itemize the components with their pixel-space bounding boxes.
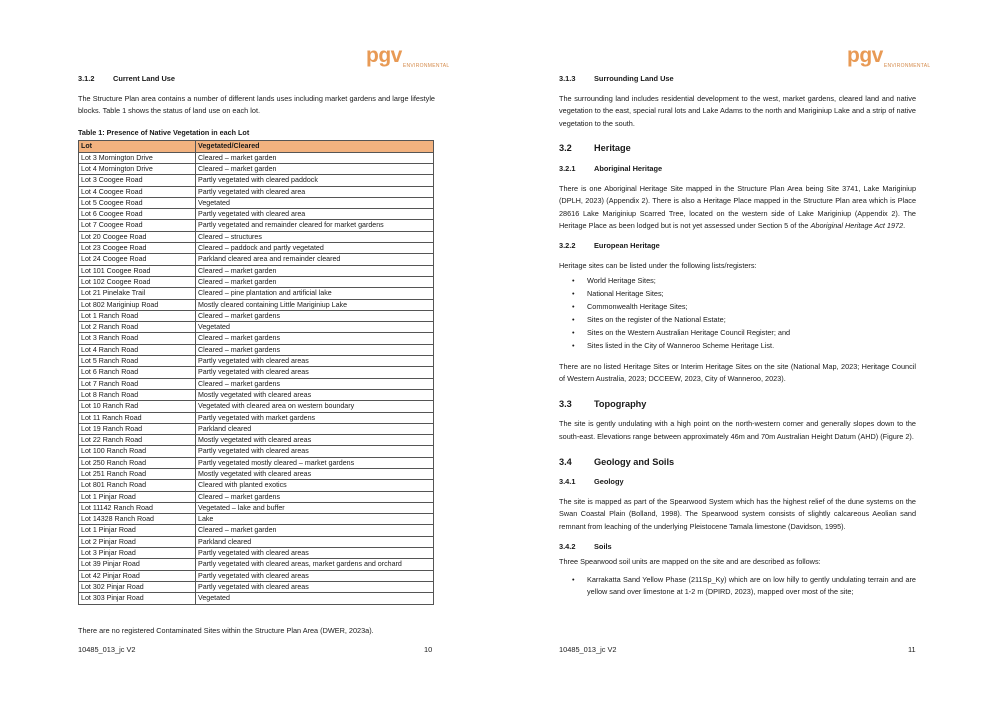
table-row <box>79 389 434 400</box>
lot-cell: Lot 7 Coogee Road <box>79 220 196 231</box>
table-row <box>79 570 434 581</box>
table-row <box>79 435 434 446</box>
lot-cell: Lot 11142 Ranch Road <box>79 502 196 513</box>
page-number: 10 <box>424 645 433 654</box>
aboriginal-heritage-text: There is one Aboriginal Heritage Site mapped in the Structure Plan Area being Site 3741, Lake Mariginiup (DPLH, 2023) (Appendix 2). There is also a Heritage Place mapped in the Structure Plan area which is Place 28616 Lake Mariginiup Scarred Tree, located on the western side of Lake Mariginiup (Appendix 2). The Heritage Place as been lodged but is not yet assessed under Section 5 of the Aboriginal Heritage Act 1972. <box>559 183 916 231</box>
footer-doc-code: 10485_013_jc V2 <box>78 645 136 654</box>
page-10 <box>0 0 496 702</box>
vegetation-status-cell: Cleared – market gardens <box>196 310 434 321</box>
section-heading-3-2-2: 3.2.2 European Heritage <box>559 240 660 250</box>
list-item: • National Heritage Sites; <box>559 288 916 301</box>
vegetation-status-cell: Mostly vegetated with cleared areas <box>196 435 434 446</box>
vegetation-status-cell: Cleared – market garden <box>196 265 434 276</box>
vegetation-status-cell: Partly vegetated with cleared areas <box>196 356 434 367</box>
vegetation-status-cell: Partly vegetated with cleared areas, market gardens and orchard <box>196 559 434 570</box>
table-row <box>79 186 434 197</box>
table-caption: Table 1: Presence of Native Vegetation in each Lot <box>78 127 250 137</box>
table-row <box>79 209 434 220</box>
table-row <box>79 356 434 367</box>
list-item: • World Heritage Sites; <box>559 275 916 288</box>
lot-cell: Lot 4 Mornington Drive <box>79 163 196 174</box>
lot-cell: Lot 24 Coogee Road <box>79 254 196 265</box>
lot-cell: Lot 101 Coogee Road <box>79 265 196 276</box>
table-row <box>79 197 434 208</box>
vegetation-status-cell: Cleared – market garden <box>196 152 434 163</box>
vegetation-status-cell: Cleared – paddock and partly vegetated <box>196 243 434 254</box>
list-item: • Commonwealth Heritage Sites; <box>559 301 916 314</box>
lot-cell: Lot 3 Ranch Road <box>79 333 196 344</box>
land-use-intro: The Structure Plan area contains a number of different lands uses including market gardens and large lifestyle blocks. Table 1 shows the status of land use on each lot. <box>78 93 435 116</box>
table-row <box>79 480 434 491</box>
lot-cell: Lot 1 Ranch Road <box>79 310 196 321</box>
vegetation-status-cell: Partly vegetated with market gardens <box>196 412 434 423</box>
lot-cell: Lot 802 Mariginiup Road <box>79 299 196 310</box>
lot-cell: Lot 20 Coogee Road <box>79 231 196 242</box>
vegetation-status-cell: Cleared – market gardens <box>196 491 434 502</box>
table-row <box>79 446 434 457</box>
lot-cell: Lot 100 Ranch Road <box>79 446 196 457</box>
european-heritage-intro: Heritage sites can be listed under the following lists/registers: <box>559 260 757 270</box>
table-row <box>79 152 434 163</box>
section-heading-3-1-2: 3.1.2 Current Land Use <box>78 74 176 83</box>
vegetation-status-cell: Mostly cleared containing Little Mariginiup Lake <box>196 299 434 310</box>
table-row <box>79 231 434 242</box>
table-row <box>79 344 434 355</box>
lot-cell: Lot 10 Ranch Rad <box>79 401 196 412</box>
soil-units-list <box>559 574 916 599</box>
table-row <box>79 559 434 570</box>
lot-cell: Lot 22 Ranch Road <box>79 435 196 446</box>
section-heading-3-4: 3.4 Geology and Soils <box>559 456 675 467</box>
lot-cell: Lot 1 Pinjar Road <box>79 491 196 502</box>
section-heading-3-1-3: 3.1.3 Surrounding Land Use <box>559 74 674 83</box>
heritage-registers-list <box>559 275 916 353</box>
lot-cell: Lot 42 Pinjar Road <box>79 570 196 581</box>
contaminated-sites-note: There are no registered Contaminated Sites within the Structure Plan Area (DWER, 2023a). <box>78 625 374 635</box>
topography-text: The site is gently undulating with a high point on the north-western corner and generally slopes down to the south-east. Elevations range between approximately 46m and 70m Australian Height Datum (AHD) (Figure 2). <box>559 419 916 442</box>
vegetation-status-cell: Mostly vegetated with cleared areas <box>196 389 434 400</box>
lot-cell: Lot 4 Coogee Road <box>79 186 196 197</box>
vegetation-status-cell: Cleared – market gardens <box>196 344 434 355</box>
soils-intro: Three Spearwood soil units are mapped on the site and are described as follows: <box>559 557 821 567</box>
table-row <box>79 175 434 186</box>
lot-cell: Lot 6 Ranch Road <box>79 367 196 378</box>
table-row <box>79 423 434 434</box>
heritage-conclusion: There are no listed Heritage Sites or Interim Heritage Sites on the site (National Map, 2023; Heritage Council of Western Australia, 2023; DCCEEW, 2023, City of Wanneroo, 2023). <box>559 361 916 384</box>
lot-cell: Lot 21 Pinelake Trail <box>79 288 196 299</box>
surrounding-land-text: The surrounding land includes residential development to the west, market gardens, cleared land and native vegetation to the east, special rural lots and Lake Adams to the north and Mariginiup Lake and a strip of native vegetation to the south. <box>559 93 916 128</box>
vegetation-status-cell: Partly vegetated with cleared areas <box>196 446 434 457</box>
lot-cell: Lot 19 Ranch Road <box>79 423 196 434</box>
table-row <box>79 288 434 299</box>
vegetation-status-cell: Partly vegetated with cleared area <box>196 186 434 197</box>
table-row <box>79 581 434 592</box>
table-row <box>79 401 434 412</box>
vegetation-status-cell: Cleared – market gardens <box>196 378 434 389</box>
table-row <box>79 310 434 321</box>
table-row <box>79 333 434 344</box>
table-row <box>79 378 434 389</box>
table-row <box>79 254 434 265</box>
vegetation-status-cell: Mostly vegetated with cleared areas <box>196 468 434 479</box>
table-row <box>79 276 434 287</box>
vegetation-status-cell: Cleared – pine plantation and artificial lake <box>196 288 434 299</box>
lot-cell: Lot 801 Ranch Road <box>79 480 196 491</box>
lot-cell: Lot 102 Coogee Road <box>79 276 196 287</box>
lot-cell: Lot 2 Pinjar Road <box>79 536 196 547</box>
header-lot: Lot <box>79 141 196 152</box>
list-item: • Karrakatta Sand Yellow Phase (211Sp_Ky) which are on low hilly to gently undulating terrain and are yellow sand over limestone at 1-2 m (DPIRD, 2023), mapped over most of the site; <box>559 574 916 599</box>
vegetation-status-cell: Vegetated – lake and buffer <box>196 502 434 513</box>
lot-cell: Lot 5 Coogee Road <box>79 197 196 208</box>
table-row <box>79 593 434 604</box>
vegetation-status-cell: Partly vegetated with cleared areas <box>196 570 434 581</box>
table-row <box>79 265 434 276</box>
vegetation-status-cell: Partly vegetated with cleared areas <box>196 367 434 378</box>
lot-cell: Lot 2 Ranch Road <box>79 322 196 333</box>
vegetation-status-cell: Vegetated <box>196 593 434 604</box>
table-row <box>79 525 434 536</box>
vegetation-status-cell: Vegetated with cleared area on western boundary <box>196 401 434 412</box>
vegetation-status-cell: Cleared – market garden <box>196 163 434 174</box>
table-row <box>79 322 434 333</box>
table-row <box>79 457 434 468</box>
section-heading-3-2: 3.2 Heritage <box>559 143 631 154</box>
lot-cell: Lot 14328 Ranch Road <box>79 514 196 525</box>
lot-cell: Lot 7 Ranch Road <box>79 378 196 389</box>
vegetation-status-cell: Cleared with planted exotics <box>196 480 434 491</box>
table-row <box>79 514 434 525</box>
table-row <box>79 536 434 547</box>
table-row <box>79 163 434 174</box>
vegetation-status-cell: Cleared – market gardens <box>196 333 434 344</box>
page-number: 11 <box>908 645 916 654</box>
vegetation-status-cell: Partly vegetated with cleared areas <box>196 581 434 592</box>
vegetation-table <box>78 140 434 604</box>
lot-cell: Lot 3 Coogee Road <box>79 175 196 186</box>
table-row <box>79 468 434 479</box>
header-vegetated: Vegetated/Cleared <box>196 141 434 152</box>
vegetation-status-cell: Vegetated <box>196 322 434 333</box>
lot-cell: Lot 39 Pinjar Road <box>79 559 196 570</box>
table-row <box>79 412 434 423</box>
vegetation-status-cell: Cleared – structures <box>196 231 434 242</box>
lot-cell: Lot 303 Pinjar Road <box>79 593 196 604</box>
table-row <box>79 299 434 310</box>
table-row <box>79 502 434 513</box>
table-row <box>79 243 434 254</box>
lot-cell: Lot 6 Coogee Road <box>79 209 196 220</box>
table-row <box>79 220 434 231</box>
vegetation-status-cell: Parkland cleared <box>196 423 434 434</box>
footer-doc-code: 10485_013_jc V2 <box>559 645 617 654</box>
table-row <box>79 367 434 378</box>
vegetation-status-cell: Partly vegetated with cleared areas <box>196 548 434 559</box>
list-item: • Sites on the register of the National Estate; <box>559 314 916 327</box>
vegetation-status-cell: Partly vegetated mostly cleared – market gardens <box>196 457 434 468</box>
vegetation-status-cell: Parkland cleared area and remainder cleared <box>196 254 434 265</box>
table-row <box>79 548 434 559</box>
section-heading-3-4-1: 3.4.1 Geology <box>559 477 624 487</box>
vegetation-status-cell: Partly vegetated and remainder cleared for market gardens <box>196 220 434 231</box>
lot-cell: Lot 3 Mornington Drive <box>79 152 196 163</box>
list-item: • Sites on the Western Australian Heritage Council Register; and <box>559 327 916 340</box>
lot-cell: Lot 11 Ranch Road <box>79 412 196 423</box>
vegetation-status-cell: Vegetated <box>196 197 434 208</box>
vegetation-status-cell: Parkland cleared <box>196 536 434 547</box>
lot-cell: Lot 1 Pinjar Road <box>79 525 196 536</box>
table-header-row <box>79 141 434 152</box>
geology-text: The site is mapped as part of the Spearwood System which has the highest relief of the dune systems on the Swan Coastal Plain (Bolland, 1998). The Spearwood system consists of slightly calcareous Aeolian sand remnant from leaching of the underlying Pleistocene Tamala limestone (Davidson, 1995). <box>559 496 916 531</box>
vegetation-status-cell: Partly vegetated with cleared area <box>196 209 434 220</box>
section-heading-3-4-2: 3.4.2 Soils <box>559 541 612 551</box>
lot-cell: Lot 302 Pinjar Road <box>79 581 196 592</box>
lot-cell: Lot 3 Pinjar Road <box>79 548 196 559</box>
lot-cell: Lot 250 Ranch Road <box>79 457 196 468</box>
lot-cell: Lot 8 Ranch Road <box>79 389 196 400</box>
section-heading-3-2-1: 3.2.1 Aboriginal Heritage <box>559 163 663 173</box>
pgv-logo: pgv$_{ENVIRONMENTAL}$ <box>847 44 931 69</box>
vegetation-status-cell: Cleared – market garden <box>196 276 434 287</box>
page-11 <box>497 0 993 702</box>
vegetation-status-cell: Lake <box>196 514 434 525</box>
lot-cell: Lot 251 Ranch Road <box>79 468 196 479</box>
lot-cell: Lot 5 Ranch Road <box>79 356 196 367</box>
lot-cell: Lot 23 Coogee Road <box>79 243 196 254</box>
table-row <box>79 491 434 502</box>
vegetation-status-cell: Partly vegetated with cleared paddock <box>196 175 434 186</box>
lot-cell: Lot 4 Ranch Road <box>79 344 196 355</box>
vegetation-status-cell: Cleared – market garden <box>196 525 434 536</box>
pgv-logo: pgv$_{ENVIRONMENTAL}$ <box>366 44 450 69</box>
list-item: • Sites listed in the City of Wanneroo Scheme Heritage List. <box>559 340 916 353</box>
section-heading-3-3: 3.3 Topography <box>559 398 647 409</box>
